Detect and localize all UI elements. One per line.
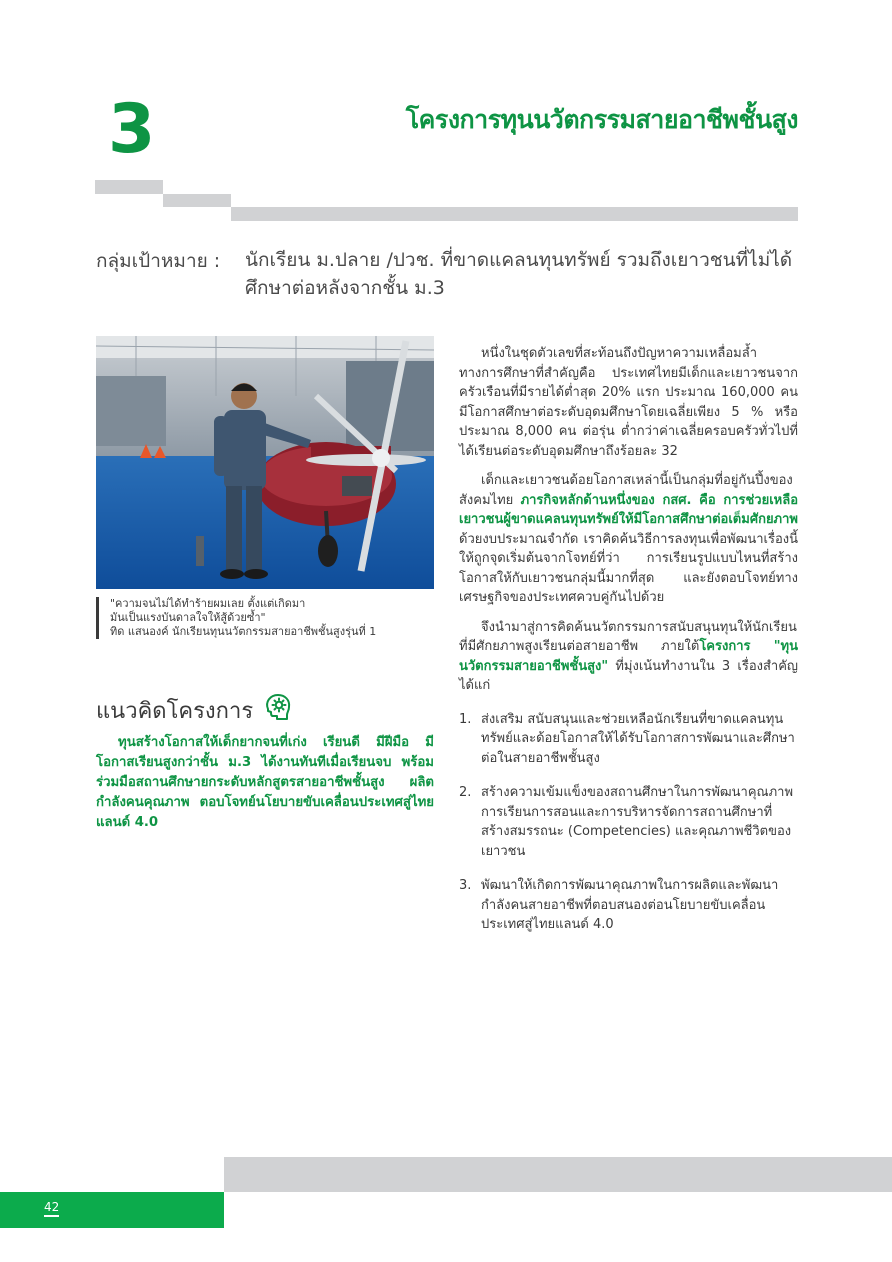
chapter-title: โครงการทุนนวัตกรรมสายอาชีพชั้นสูง — [405, 105, 798, 134]
list-item — [459, 783, 798, 861]
head-gear-icon — [263, 692, 293, 728]
list-item-number: 3. — [459, 878, 472, 893]
list-item — [459, 710, 798, 769]
list-item-text: พัฒนาให้เกิดการพัฒนาคุณภาพในการผลิตและพัฒนากำลังคนสายอาชีพที่ตอบสนองต่อนโยบายขับเคลื่อนประเทศสู่ไทยแลนด์ 4.0 — [481, 878, 779, 932]
footer-green-band — [0, 1192, 224, 1228]
header-step-bar-2 — [163, 194, 231, 207]
body-column — [459, 344, 798, 950]
para2-end: ด้วยงบประมาณจำกัด เราคิดค้นวิธีการลงทุนเพื่อพัฒนาเรื่องนี้ให้ถูกจุดเริ่มต้นจากโจทย์ที่ว่า การเรียนรูปแบบไหนที่สร้างโอกาสให้กับเยาวชนกลุ่มนี้มากที่สุด และยังตอบโจทย์ทางเศรษฐกิจของประเทศควบคู่กันไปด้วย — [459, 531, 798, 605]
footer-gray-band — [224, 1157, 892, 1192]
list-item-text: สร้างความเข้มแข็งของสถานศึกษาในการพัฒนาคุณภาพการเรียนการสอนและการบริหารจัดการสถานศึกษาที่สร้างสมรรถนะ (Competencies) และคุณภาพชีวิตของเยาวชน — [481, 785, 794, 859]
body-paragraph-2 — [459, 471, 798, 608]
header-step-bar-3 — [231, 207, 798, 221]
list-item-text: ส่งเสริม สนับสนุนและช่วยเหลือนักเรียนที่ขาดแคลนทุนทรัพย์และด้อยโอกาสให้ได้รับโอกาสการพัฒนาและศึกษาต่อในสายอาชีพชั้นสูง — [481, 711, 795, 766]
photo-illustration — [96, 336, 434, 589]
caption-attribution: ทิด แสนองค์ นักเรียนทุนนวัตกรรมสายอาชีพชั้นสูงรุ่นที่ 1 — [110, 625, 377, 638]
target-group-label: กลุ่มเป้าหมาย : — [96, 250, 221, 272]
para2-start: เด็กและเยาวชนด้อยโอกาสเหล่านี้เป็นกลุ่มที่อยู่กันปึ้งของสังคมไทย — [459, 473, 793, 508]
concept-heading — [96, 692, 293, 728]
header-step-bar-1 — [95, 180, 163, 194]
para3-end: ที่มุ่งเน้นทำงานใน 3 เรื่องสำคัญ ได้แก่ — [459, 658, 798, 693]
concept-heading-text: แนวคิดโครงการ — [96, 698, 254, 724]
target-group-text: นักเรียน ม.ปลาย /ปวช. ที่ขาดแคลนทุนทรัพย์ รวมถึงเยาวชนที่ไม่ได้ศึกษาต่อหลังจากชั้น ม.3 — [245, 249, 793, 299]
focus-list — [459, 710, 798, 935]
list-item-number: 2. — [459, 785, 472, 800]
student-airplane-photo — [96, 336, 434, 589]
para3-start: จึงนำมาสู่การคิดค้นนวัตกรรมการสนับสนุนทุนให้นักเรียนที่มีศักยภาพสูงเรียนต่อสายอาชีพ ภายใต้ — [459, 619, 797, 654]
photo-caption — [96, 597, 436, 639]
body-paragraph-1: หนึ่งในชุดตัวเลขที่สะท้อนถึงปัญหาความเหลื่อมล้ำทางการศึกษาที่สำคัญคือ ประเทศไทยมีเด็กและเยาวชนจากครัวเรือนที่มีรายได้ต่ำสุด 20% แรก ประมาณ 160,000 คน มีโอกาสศึกษาต่อระดับอุดมศึกษาโดยเฉลี่ยเพียง 5 % หรือประมาณ 8,000 คน ต่อรุ่น ต่ำกว่าค่าเฉลี่ยครอบครัวทั่วไปที่ได้เรียนต่อระดับอุดมศึกษาถึงร้อยละ 32 — [459, 346, 798, 459]
caption-quote-line-2: มันเป็นแรงบันดาลใจให้สู้ด้วยซ้ำ" — [110, 611, 266, 624]
body-paragraph-3 — [459, 618, 798, 696]
list-item — [459, 876, 798, 935]
list-item-number: 1. — [459, 711, 472, 727]
para3-highlight: โครงการ "ทุนนวัตกรรมสายอาชีพชั้นสูง" — [459, 639, 798, 674]
caption-quote-line-1: "ความจนไม่ได้ทำร้ายผมเลย ตั้งแต่เกิดมา — [110, 597, 306, 610]
para2-highlight: ภารกิจหลักด้านหนึ่งของ กสศ. คือ การช่วยเหลือเยาวชนผู้ขาดแคลนทุนทรัพย์ให้มีโอกาสศึกษาต่อเต็มศักยภาพ — [459, 492, 798, 527]
chapter-number: 3 — [108, 90, 156, 169]
concept-text: ทุนสร้างโอกาสให้เด็กยากจนที่เก่ง เรียนดี มีฝีมือ มีโอกาสเรียนสูงกว่าชั้น ม.3 ได้งานทันทีเมื่อเรียนจบ พร้อมร่วมมือสถานศึกษายกระดับหลักสูตรสายอาชีพชั้นสูง ผลิตกำลังคนคุณภาพ ตอบโจทย์นโยบายขับเคลื่อนประเทศสู่ไทยแลนด์ 4.0 — [96, 735, 434, 830]
page-number: 42 — [44, 1200, 59, 1217]
